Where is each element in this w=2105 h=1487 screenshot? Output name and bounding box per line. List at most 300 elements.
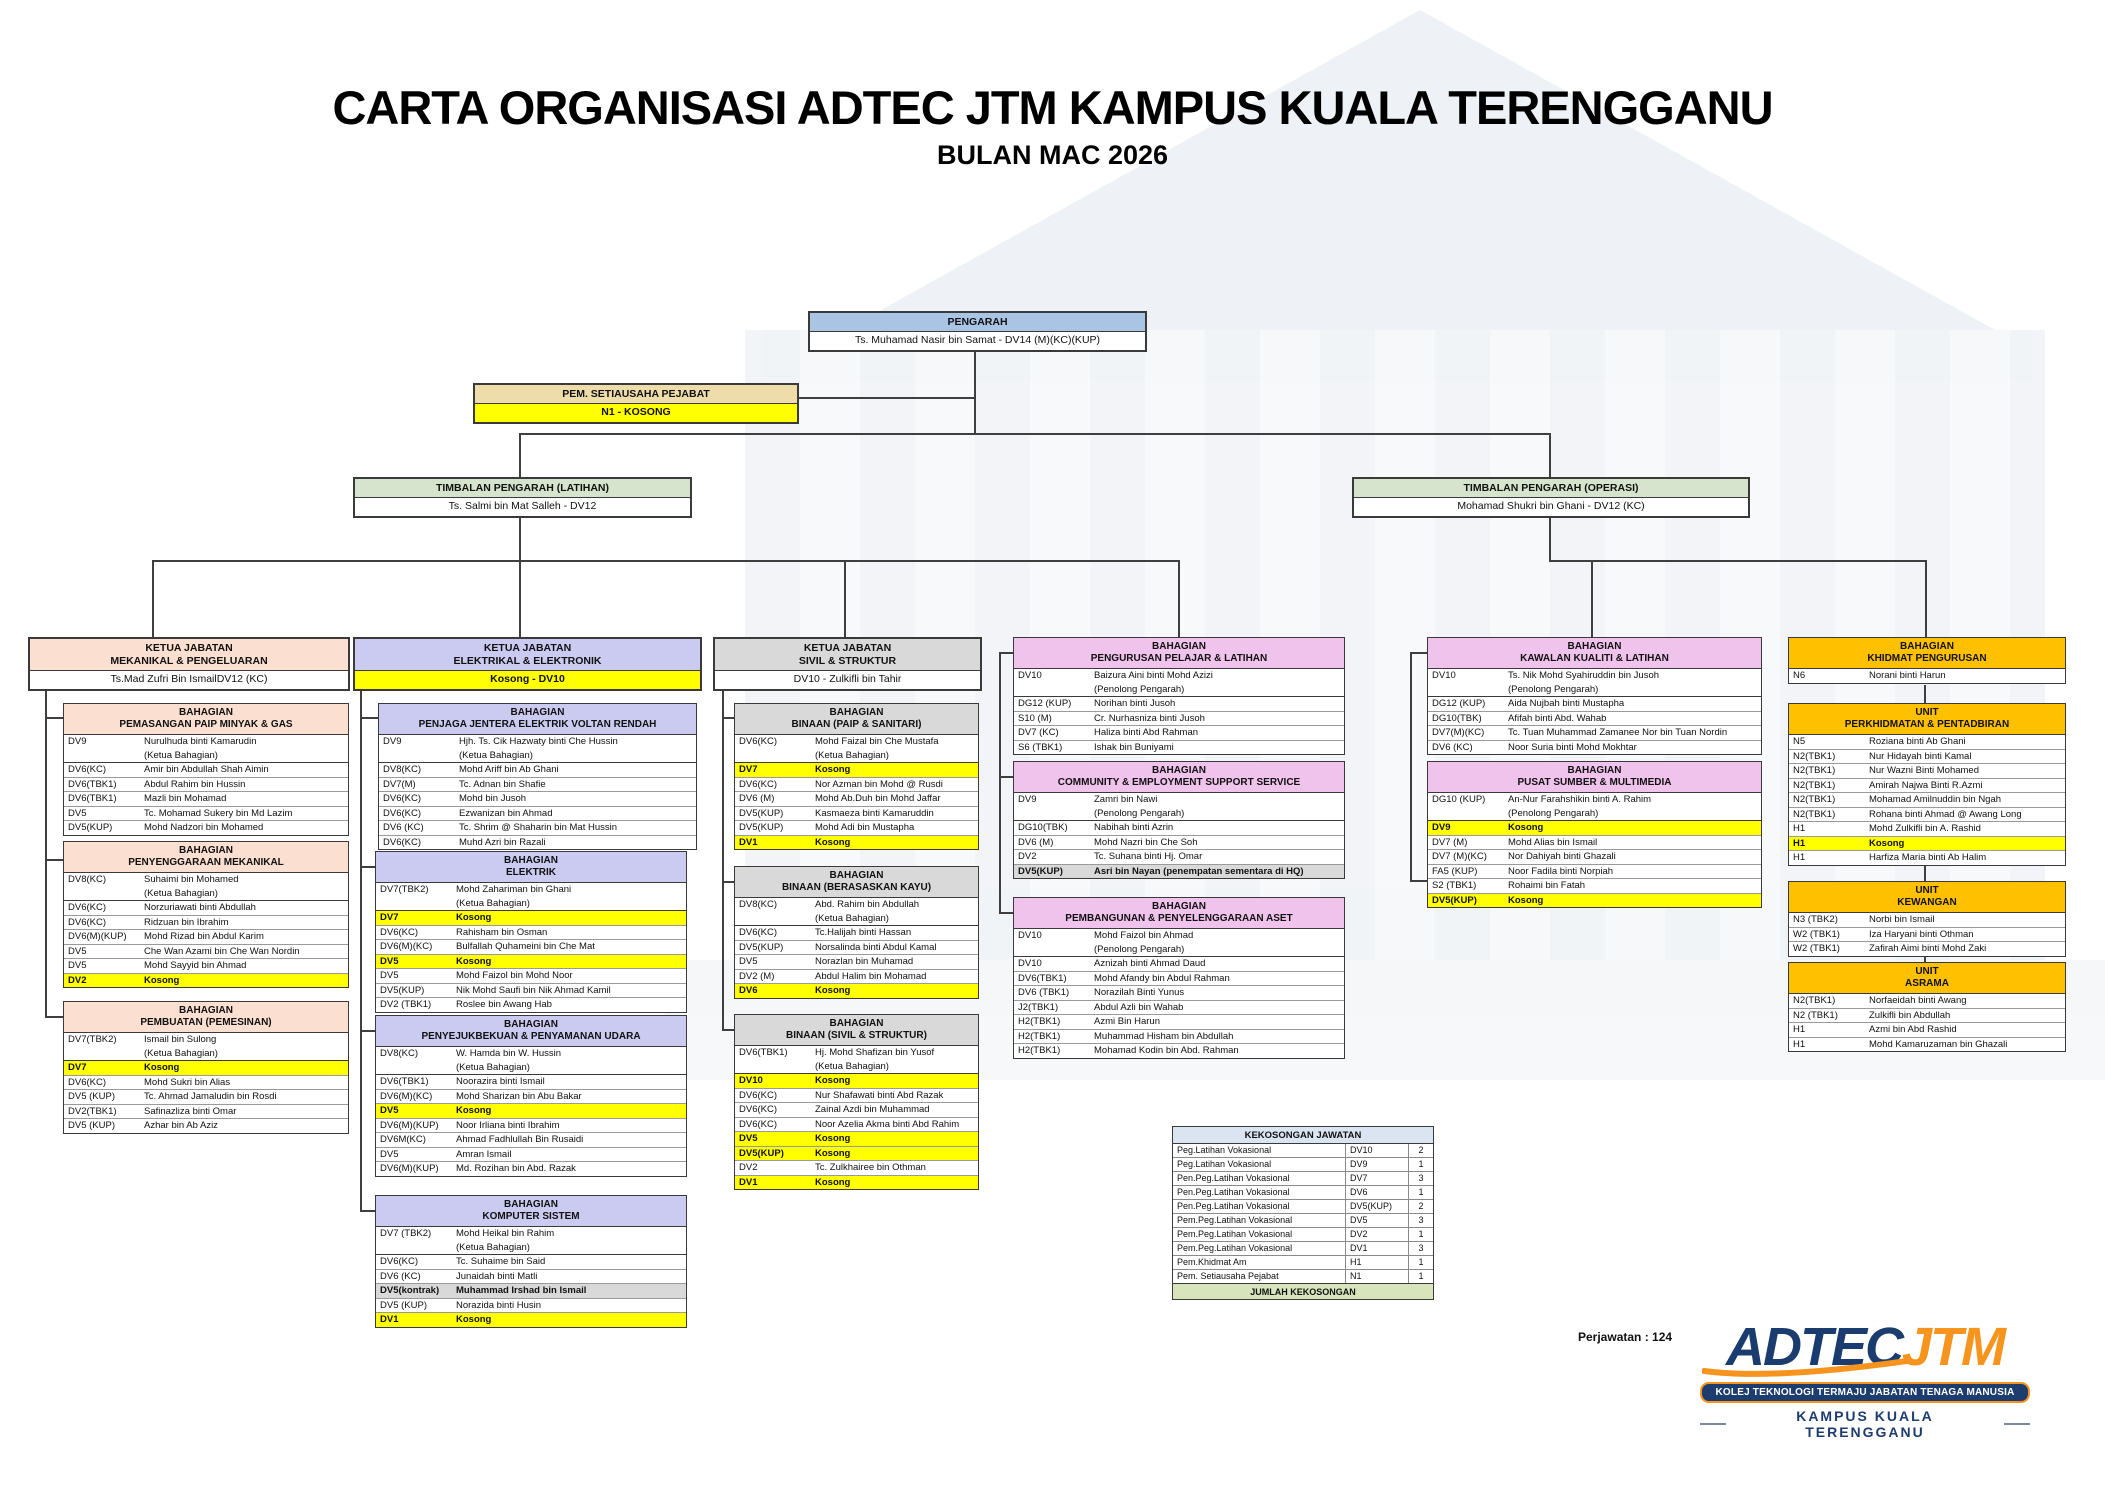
org-row <box>1428 696 1761 711</box>
vacancy-row <box>1173 1269 1433 1283</box>
connector-line <box>519 433 521 477</box>
org-row-name: Amran Ismail <box>456 1148 512 1160</box>
org-box-body <box>376 1047 686 1176</box>
org-row-name: Rahisham bin Osman <box>456 926 548 938</box>
org-row <box>1789 941 2065 956</box>
org-row <box>376 1283 686 1298</box>
org-row <box>376 939 686 954</box>
org-row-name: Amirah Najwa Binti R.Azmi <box>1869 779 1983 791</box>
org-row-grade: H1 <box>1793 837 1806 849</box>
org-row-name: Che Wan Azami bin Che Wan Nordin <box>144 945 300 957</box>
org-row-name: Tc. Ahmad Jamaludin bin Rosdi <box>144 1091 277 1102</box>
org-box-title: BAHAGIAN BINAAN (BERASASKAN KAYU) <box>735 867 978 898</box>
org-row-grade <box>1428 684 1506 696</box>
org-row-grade: DV7 (M)(KC) <box>1432 851 1487 862</box>
org-box-kj_ee <box>353 637 702 691</box>
org-row <box>64 929 348 944</box>
vacancy-row <box>1173 1144 1433 1157</box>
org-row-grade: N6 <box>1793 670 1806 681</box>
vacancy-row <box>1173 1241 1433 1255</box>
connector-line <box>999 912 1013 914</box>
vacancy-count: 1 <box>1408 1228 1433 1241</box>
org-row-grade <box>379 750 457 762</box>
org-box-pelajar <box>1013 637 1345 755</box>
org-row-name: (Penolong Pengarah) <box>1508 807 1599 819</box>
org-row-name: (Ketua Bahagian) <box>815 1060 889 1072</box>
org-row-name: Kosong <box>456 912 492 923</box>
org-row <box>376 910 686 925</box>
org-row-name: Junaidah binti Matli <box>456 1270 538 1282</box>
org-row <box>1014 849 1344 864</box>
vacancy-post: Pem.Peg.Latihan Vokasional <box>1177 1215 1293 1225</box>
org-row-grade: DV6(KC) <box>739 927 778 938</box>
org-row <box>1789 778 2065 793</box>
org-box-title: BAHAGIAN KHIDMAT PENGURUSAN <box>1789 638 2065 669</box>
org-row-grade: N2(TBK1) <box>1793 794 1836 805</box>
org-box-binaan_paip <box>734 703 979 850</box>
org-row-name: Kosong <box>144 974 180 986</box>
org-row-name: Asri bin Nayan (penempatan sementara di HQ) <box>1094 865 1304 877</box>
org-box-title: BAHAGIAN PEMASANGAN PAIP MINYAK & GAS <box>64 704 348 735</box>
org-row <box>1014 985 1344 1000</box>
vacancy-table <box>1172 1126 1434 1300</box>
org-box-body <box>355 671 700 689</box>
org-row <box>1014 740 1344 755</box>
org-row-grade: DV5 <box>68 945 87 957</box>
vacancy-row <box>1173 1213 1433 1227</box>
org-row-grade: DV5(KUP) <box>739 1147 784 1159</box>
org-row-name: (Ketua Bahagian) <box>144 1047 218 1059</box>
org-row-name: Tc.Halijah binti Hassan <box>815 927 912 938</box>
org-row-grade: N3 (TBK2) <box>1793 914 1838 925</box>
org-row <box>1428 849 1761 864</box>
org-row-name: (Ketua Bahagian) <box>815 749 889 761</box>
org-row <box>735 912 978 926</box>
org-row-name: Mohd Nadzori bin Mohamed <box>144 822 264 833</box>
connector-line <box>360 682 362 1212</box>
org-row <box>379 762 696 777</box>
org-row <box>376 1132 686 1147</box>
org-row-grade: DV5(kontrak) <box>380 1285 440 1296</box>
org-box-kj_sivil <box>713 637 982 691</box>
org-row <box>735 898 978 912</box>
org-row-grade: DV5 (KUP) <box>380 1299 427 1311</box>
org-box-perkhidmatan <box>1788 703 2066 866</box>
logo-campus-text: KAMPUS KUALA TERENGGANU <box>1796 1408 1934 1440</box>
org-row-name: Hj. Mohd Shafizan bin Yusof <box>815 1047 935 1058</box>
connector-line <box>1925 560 1927 637</box>
org-box-tp_operasi <box>1352 477 1750 518</box>
org-box-title: BAHAGIAN ELEKTRIK <box>376 852 686 883</box>
org-row-grade: DV6(M)(KUP) <box>380 1163 439 1174</box>
org-row-name: Mohd Alias bin Ismail <box>1508 836 1598 848</box>
page-subtitle: BULAN MAC 2026 <box>936 140 1169 170</box>
org-row-grade: DV8(KC) <box>739 899 778 910</box>
org-box-penjaga <box>378 703 697 850</box>
org-row-name: Ahmad Fadhlullah Bin Rusaidi <box>456 1134 584 1145</box>
org-box-title: BAHAGIAN KOMPUTER SISTEM <box>376 1196 686 1227</box>
org-row-name: Abdul Azli bin Wahab <box>1094 1001 1184 1013</box>
org-row-name: Kosong <box>1869 837 1905 849</box>
org-row <box>376 1047 686 1061</box>
org-box-title: BAHAGIAN BINAAN (SIVIL & STRUKTUR) <box>735 1015 978 1046</box>
org-row-name: Kosong <box>815 1075 851 1086</box>
org-row-grade: DV5(KUP) <box>739 941 784 953</box>
org-row: Ts. Muhamad Nasir bin Samat - DV14 (M)(KC)(KUP) <box>854 334 1101 347</box>
org-row <box>735 1088 978 1103</box>
org-row <box>376 1103 686 1118</box>
vacancy-row <box>1173 1199 1433 1213</box>
org-row-name: Kosong <box>815 836 851 848</box>
org-row-grade <box>376 898 454 910</box>
org-row-grade: DV6 (M) <box>739 793 775 804</box>
org-row-grade: N5 <box>1793 736 1806 747</box>
org-box-komputer <box>375 1195 687 1328</box>
connector-line <box>152 560 1180 562</box>
org-row <box>1014 956 1344 971</box>
org-row-name: Mazli bin Mohamad <box>144 793 227 804</box>
org-row-grade: DV5 <box>380 955 399 967</box>
org-row <box>735 791 978 806</box>
org-row-grade <box>376 1062 454 1074</box>
org-row-grade: DV7 (KC) <box>1018 727 1059 738</box>
org-row <box>376 925 686 940</box>
org-row-grade: DV7 <box>739 764 758 775</box>
connector-line <box>999 776 1013 778</box>
org-row <box>64 1118 348 1133</box>
org-row-grade: DV7(M)(KC) <box>1432 727 1485 738</box>
org-row-grade <box>376 1242 454 1254</box>
org-row-grade: DV5 <box>68 960 87 971</box>
org-row-grade: DV10 <box>1432 670 1456 681</box>
org-row-name: Mohd Nazri bin Che Soh <box>1094 836 1198 848</box>
org-row-grade <box>64 888 142 900</box>
org-box-body <box>735 898 978 998</box>
org-row-grade: DV6(KC) <box>380 926 419 938</box>
org-row-grade: DV1 <box>380 1314 399 1325</box>
org-row <box>1789 749 2065 764</box>
org-box-body <box>1428 669 1761 754</box>
logo-line-right <box>2004 1423 2030 1425</box>
vacancy-table-footer: JUMLAH KEKOSONGAN <box>1173 1283 1433 1299</box>
org-row-grade: DV6(TBK1) <box>739 1047 788 1058</box>
org-row-grade: DV7 (TBK2) <box>380 1228 432 1239</box>
org-row <box>735 1175 978 1190</box>
org-box-title: KETUA JABATAN MEKANIKAL & PENGELUARAN <box>30 639 348 671</box>
org-row <box>1789 821 2065 836</box>
org-row-name: Iza Haryani binti Othman <box>1869 928 1974 940</box>
vacancy-grade: DV7 <box>1345 1172 1408 1185</box>
org-row <box>735 735 978 749</box>
org-row <box>376 1312 686 1327</box>
org-row-name: Afifah binti Abd. Wahab <box>1508 712 1607 724</box>
org-row-grade: DV7(M) <box>383 778 416 790</box>
org-row-grade: DV5(KUP) <box>68 822 113 833</box>
org-row-name: Aznizah binti Ahmad Daud <box>1094 958 1206 969</box>
vacancy-row <box>1173 1227 1433 1241</box>
org-row-grade <box>64 750 142 762</box>
org-row <box>1014 669 1344 683</box>
org-row <box>1789 792 2065 807</box>
org-row <box>64 873 348 887</box>
org-row-grade: DG12 (KUP) <box>1018 698 1072 709</box>
org-row <box>1789 669 2065 683</box>
connector-line <box>722 881 734 883</box>
org-row-grade: DV5 (KUP) <box>68 1120 115 1131</box>
connector-line <box>45 859 63 861</box>
org-row-grade: N2(TBK1) <box>1793 995 1836 1006</box>
org-row-grade: DV2 <box>1018 851 1037 862</box>
vacancy-post: Pem.Peg.Latihan Vokasional <box>1177 1229 1293 1239</box>
vacancy-post: Pem. Setiausaha Pejabat <box>1177 1271 1279 1281</box>
org-row-name: Muhammad Hisham bin Abdullah <box>1094 1030 1234 1042</box>
connector-line <box>844 560 846 637</box>
org-row-name: Kosong <box>1508 822 1544 833</box>
org-row-grade: DV5(KUP) <box>380 984 425 996</box>
org-row <box>64 1060 348 1075</box>
org-row-grade: DV6(M)(KUP) <box>68 931 127 942</box>
org-row <box>64 735 348 749</box>
org-row-name: Mohd Sayyid bin Ahmad <box>144 960 247 971</box>
org-row-grade: DV5 <box>380 970 399 981</box>
connector-line <box>1410 652 1427 654</box>
vacancy-post: Peg.Latihan Vokasional <box>1177 1145 1272 1155</box>
connector-line <box>722 1029 734 1031</box>
logo-jtm-text: JTM <box>1902 1317 2004 1377</box>
org-row <box>64 1075 348 1090</box>
org-row <box>1789 735 2065 749</box>
org-row <box>376 1241 686 1255</box>
org-row-grade: DV6(TBK1) <box>68 778 117 790</box>
vacancy-table-body <box>1173 1144 1433 1283</box>
org-row-grade: DV6 (KC) <box>380 1270 421 1282</box>
org-box-asrama <box>1788 962 2066 1052</box>
org-row-grade: DV9 <box>68 736 87 747</box>
org-row-grade: DV5(KUP) <box>1432 894 1477 906</box>
org-row-grade: DV6(KC) <box>739 1118 778 1130</box>
page-title: CARTA ORGANISASI ADTEC JTM KAMPUS KUALA TERENGGANU <box>332 81 1773 134</box>
org-row <box>735 983 978 998</box>
org-row <box>376 1061 686 1075</box>
org-box-body <box>475 404 797 422</box>
vacancy-count: 1 <box>1408 1186 1433 1199</box>
org-row-grade: H1 <box>1793 1024 1806 1035</box>
org-row <box>1014 835 1344 850</box>
org-row-name: Noor Suria binti Mohd Mokhtar <box>1508 741 1637 753</box>
org-row-grade <box>64 1048 142 1060</box>
org-box-khidmat <box>1788 637 2066 684</box>
vacancy-row <box>1173 1171 1433 1185</box>
vacancy-grade: N1 <box>1345 1270 1408 1283</box>
org-row-name: Tc. Adnan bin Shafie <box>459 778 546 790</box>
org-row-name: Mohd Kamaruzaman bin Ghazali <box>1869 1038 2008 1050</box>
org-row <box>735 1046 978 1060</box>
org-row <box>1789 1008 2065 1023</box>
org-box-title: KETUA JABATAN ELEKTRIKAL & ELEKTRONIK <box>355 639 700 671</box>
org-row-name: Mohamad Kodin bin Abd. Rahman <box>1094 1045 1239 1056</box>
org-row-name: Mohd Ariff bin Ab Ghani <box>459 764 559 775</box>
connector-line <box>519 433 1551 435</box>
org-row <box>735 820 978 835</box>
org-row <box>64 944 348 959</box>
vacancy-count: 2 <box>1408 1144 1433 1157</box>
org-row <box>1789 994 2065 1008</box>
org-row-name: (Ketua Bahagian) <box>456 1061 530 1073</box>
org-row-name: Nur Shafawati binti Abd Razak <box>815 1089 944 1101</box>
vacancy-count: 1 <box>1408 1256 1433 1269</box>
org-box-body <box>715 671 980 689</box>
org-box-title: UNIT ASRAMA <box>1789 963 2065 994</box>
org-box-pemasangan <box>63 703 349 836</box>
org-row-name: Abdul Rahim bin Hussin <box>144 778 246 790</box>
org-row <box>376 968 686 983</box>
org-row <box>1789 927 2065 942</box>
adtec-jtm-logo <box>1700 1317 2030 1440</box>
org-box-title: PEM. SETIAUSAHA PEJABAT <box>475 385 797 404</box>
org-row-name: Mohd Heikal bin Rahim <box>456 1228 555 1239</box>
org-box-title: BAHAGIAN COMMUNITY & EMPLOYMENT SUPPORT SERVICE <box>1014 762 1344 793</box>
org-row-name: Rohaimi bin Fatah <box>1508 880 1586 891</box>
org-row <box>1789 1037 2065 1052</box>
org-row-name: (Ketua Bahagian) <box>815 912 889 924</box>
org-box-title: BAHAGIAN KAWALAN KUALITI & LATIHAN <box>1428 638 1761 669</box>
org-row-grade: DV7 <box>68 1062 87 1073</box>
vacancy-post: Pem.Peg.Latihan Vokasional <box>1177 1243 1293 1253</box>
org-row-grade: DV5(KUP) <box>1018 865 1063 877</box>
org-row-grade: DV6(M)(KUP) <box>380 1119 439 1131</box>
org-row-name: Nik Mohd Saufi bin Nik Ahmad Kamil <box>456 984 611 996</box>
org-row-grade: DV1 <box>739 836 758 848</box>
org-row-grade: DV6(TBK1) <box>1018 972 1067 984</box>
vacancy-count: 3 <box>1408 1242 1433 1255</box>
vacancy-count: 3 <box>1408 1214 1433 1227</box>
org-row <box>64 1047 348 1061</box>
org-row-name: Tc. Tuan Muhammad Zamanee Nor bin Tuan Nordin <box>1508 727 1728 738</box>
org-box-pusat <box>1427 761 1762 908</box>
org-row <box>1014 929 1344 943</box>
org-row-name: Azhar bin Ab Aziz <box>144 1120 218 1131</box>
org-row-name: Kosong <box>144 1062 180 1073</box>
org-box-community <box>1013 761 1345 879</box>
org-row <box>1789 913 2065 927</box>
org-row <box>64 749 348 763</box>
org-row <box>379 791 696 806</box>
org-box-pembuatan <box>63 1001 349 1134</box>
org-box-penyejuk <box>375 1015 687 1177</box>
org-box-body <box>1014 793 1344 878</box>
org-row-name: Noor Irliana binti Ibrahim <box>456 1119 560 1131</box>
org-row-grade: DV5(KUP) <box>739 822 784 833</box>
org-row-grade: DV2 <box>68 974 87 986</box>
org-row-name: Norazlan bin Muhamad <box>815 956 914 967</box>
org-row-grade: FA5 (KUP) <box>1432 865 1478 877</box>
org-row-name: Hjh. Ts. Cik Hazwaty binti Che Hussin <box>459 736 618 747</box>
org-box-body <box>1354 498 1748 516</box>
org-row <box>64 958 348 973</box>
org-row-name: Ezwanizan bin Ahmad <box>459 807 553 819</box>
org-row-grade: DV10 <box>1018 670 1042 681</box>
org-row-name: Norazilah Binti Yunus <box>1094 987 1185 998</box>
org-row-name: Kosong <box>815 1147 851 1159</box>
org-row-grade: DV5 <box>380 1105 399 1116</box>
vacancy-count: 1 <box>1408 1270 1433 1283</box>
org-row-name: (Penolong Pengarah) <box>1094 683 1185 695</box>
connector-line <box>999 652 1013 654</box>
org-row <box>1014 1029 1344 1044</box>
org-row <box>735 1102 978 1117</box>
org-row-name: Zainal Azdi bin Muhammad <box>815 1104 930 1115</box>
org-row-name: (Penolong Pengarah) <box>1508 683 1599 695</box>
org-row-name: Kosong <box>815 985 851 996</box>
org-row-name: Kosong <box>456 1314 492 1325</box>
org-row-grade <box>735 1061 813 1073</box>
logo-campus <box>1700 1408 2030 1440</box>
org-row <box>64 900 348 915</box>
org-row-name: (Penolong Pengarah) <box>1094 943 1185 955</box>
org-row: Ts.Mad Zufri Bin IsmailDV12 (KC) <box>110 673 268 686</box>
org-row <box>735 806 978 821</box>
org-row <box>64 1104 348 1119</box>
org-row-grade: DV8(KC) <box>380 1048 419 1059</box>
org-box-title: UNIT KEWANGAN <box>1789 882 2065 913</box>
connector-line <box>1410 880 1427 882</box>
org-box-penyenggaraan <box>63 841 349 988</box>
org-row: Kosong - DV10 <box>355 671 700 689</box>
connector-line <box>1549 560 1927 562</box>
org-box-body <box>1014 929 1344 1058</box>
org-row-name: Tc. Mohamad Sukery bin Md Lazim <box>144 807 293 819</box>
org-row-grade: DV10 <box>739 1075 763 1086</box>
org-row-grade: DV2 <box>739 1162 758 1173</box>
connector-line <box>795 397 976 399</box>
org-row-name: Norsalinda binti Abdul Kamal <box>815 941 937 953</box>
org-row <box>1014 971 1344 986</box>
org-row <box>64 762 348 777</box>
org-row <box>379 820 696 835</box>
org-row: Mohamad Shukri bin Ghani - DV12 (KC) <box>1457 500 1645 513</box>
org-row-name: Nur Hidayah binti Kamal <box>1869 750 1972 762</box>
vacancy-post: Pen.Peg.Latihan Vokasional <box>1177 1173 1290 1183</box>
org-row-grade: N2(TBK1) <box>1793 765 1836 776</box>
org-row-grade: DG10 (KUP) <box>1432 794 1486 805</box>
connector-line <box>519 560 521 637</box>
org-row <box>64 806 348 821</box>
org-row-name: Norfaeidah binti Awang <box>1869 995 1967 1006</box>
org-row-name: Nur Wazni Binti Mohamed <box>1869 765 1979 776</box>
org-row-grade <box>735 750 813 762</box>
org-row-name: Norihan binti Jusoh <box>1094 698 1176 709</box>
org-box-body <box>355 498 690 516</box>
vacancy-row <box>1173 1157 1433 1171</box>
org-row-grade: W2 (TBK1) <box>1793 928 1840 940</box>
org-row-name: Noor Fadila binti Norpiah <box>1508 865 1614 877</box>
org-row <box>1789 807 2065 822</box>
org-box-title: BAHAGIAN PENYEJUKBEKUAN & PENYAMANAN UDARA <box>376 1016 686 1047</box>
org-row <box>379 749 696 763</box>
org-row-grade: DV5 <box>380 1148 399 1160</box>
org-row <box>1428 740 1761 755</box>
org-row <box>379 735 696 749</box>
org-row-name: Kosong <box>1508 894 1544 906</box>
org-row <box>64 1033 348 1047</box>
org-row-name: Kosong <box>815 1133 851 1144</box>
org-row-name: Tc. Zulkhairee bin Othman <box>815 1162 926 1173</box>
org-box-body <box>1789 735 2065 865</box>
org-row: Ts. Salmi bin Mat Salleh - DV12 <box>448 500 597 513</box>
org-box-body <box>1014 669 1344 754</box>
org-row-grade: DV5 <box>739 956 758 967</box>
connector-line <box>1410 652 1412 882</box>
